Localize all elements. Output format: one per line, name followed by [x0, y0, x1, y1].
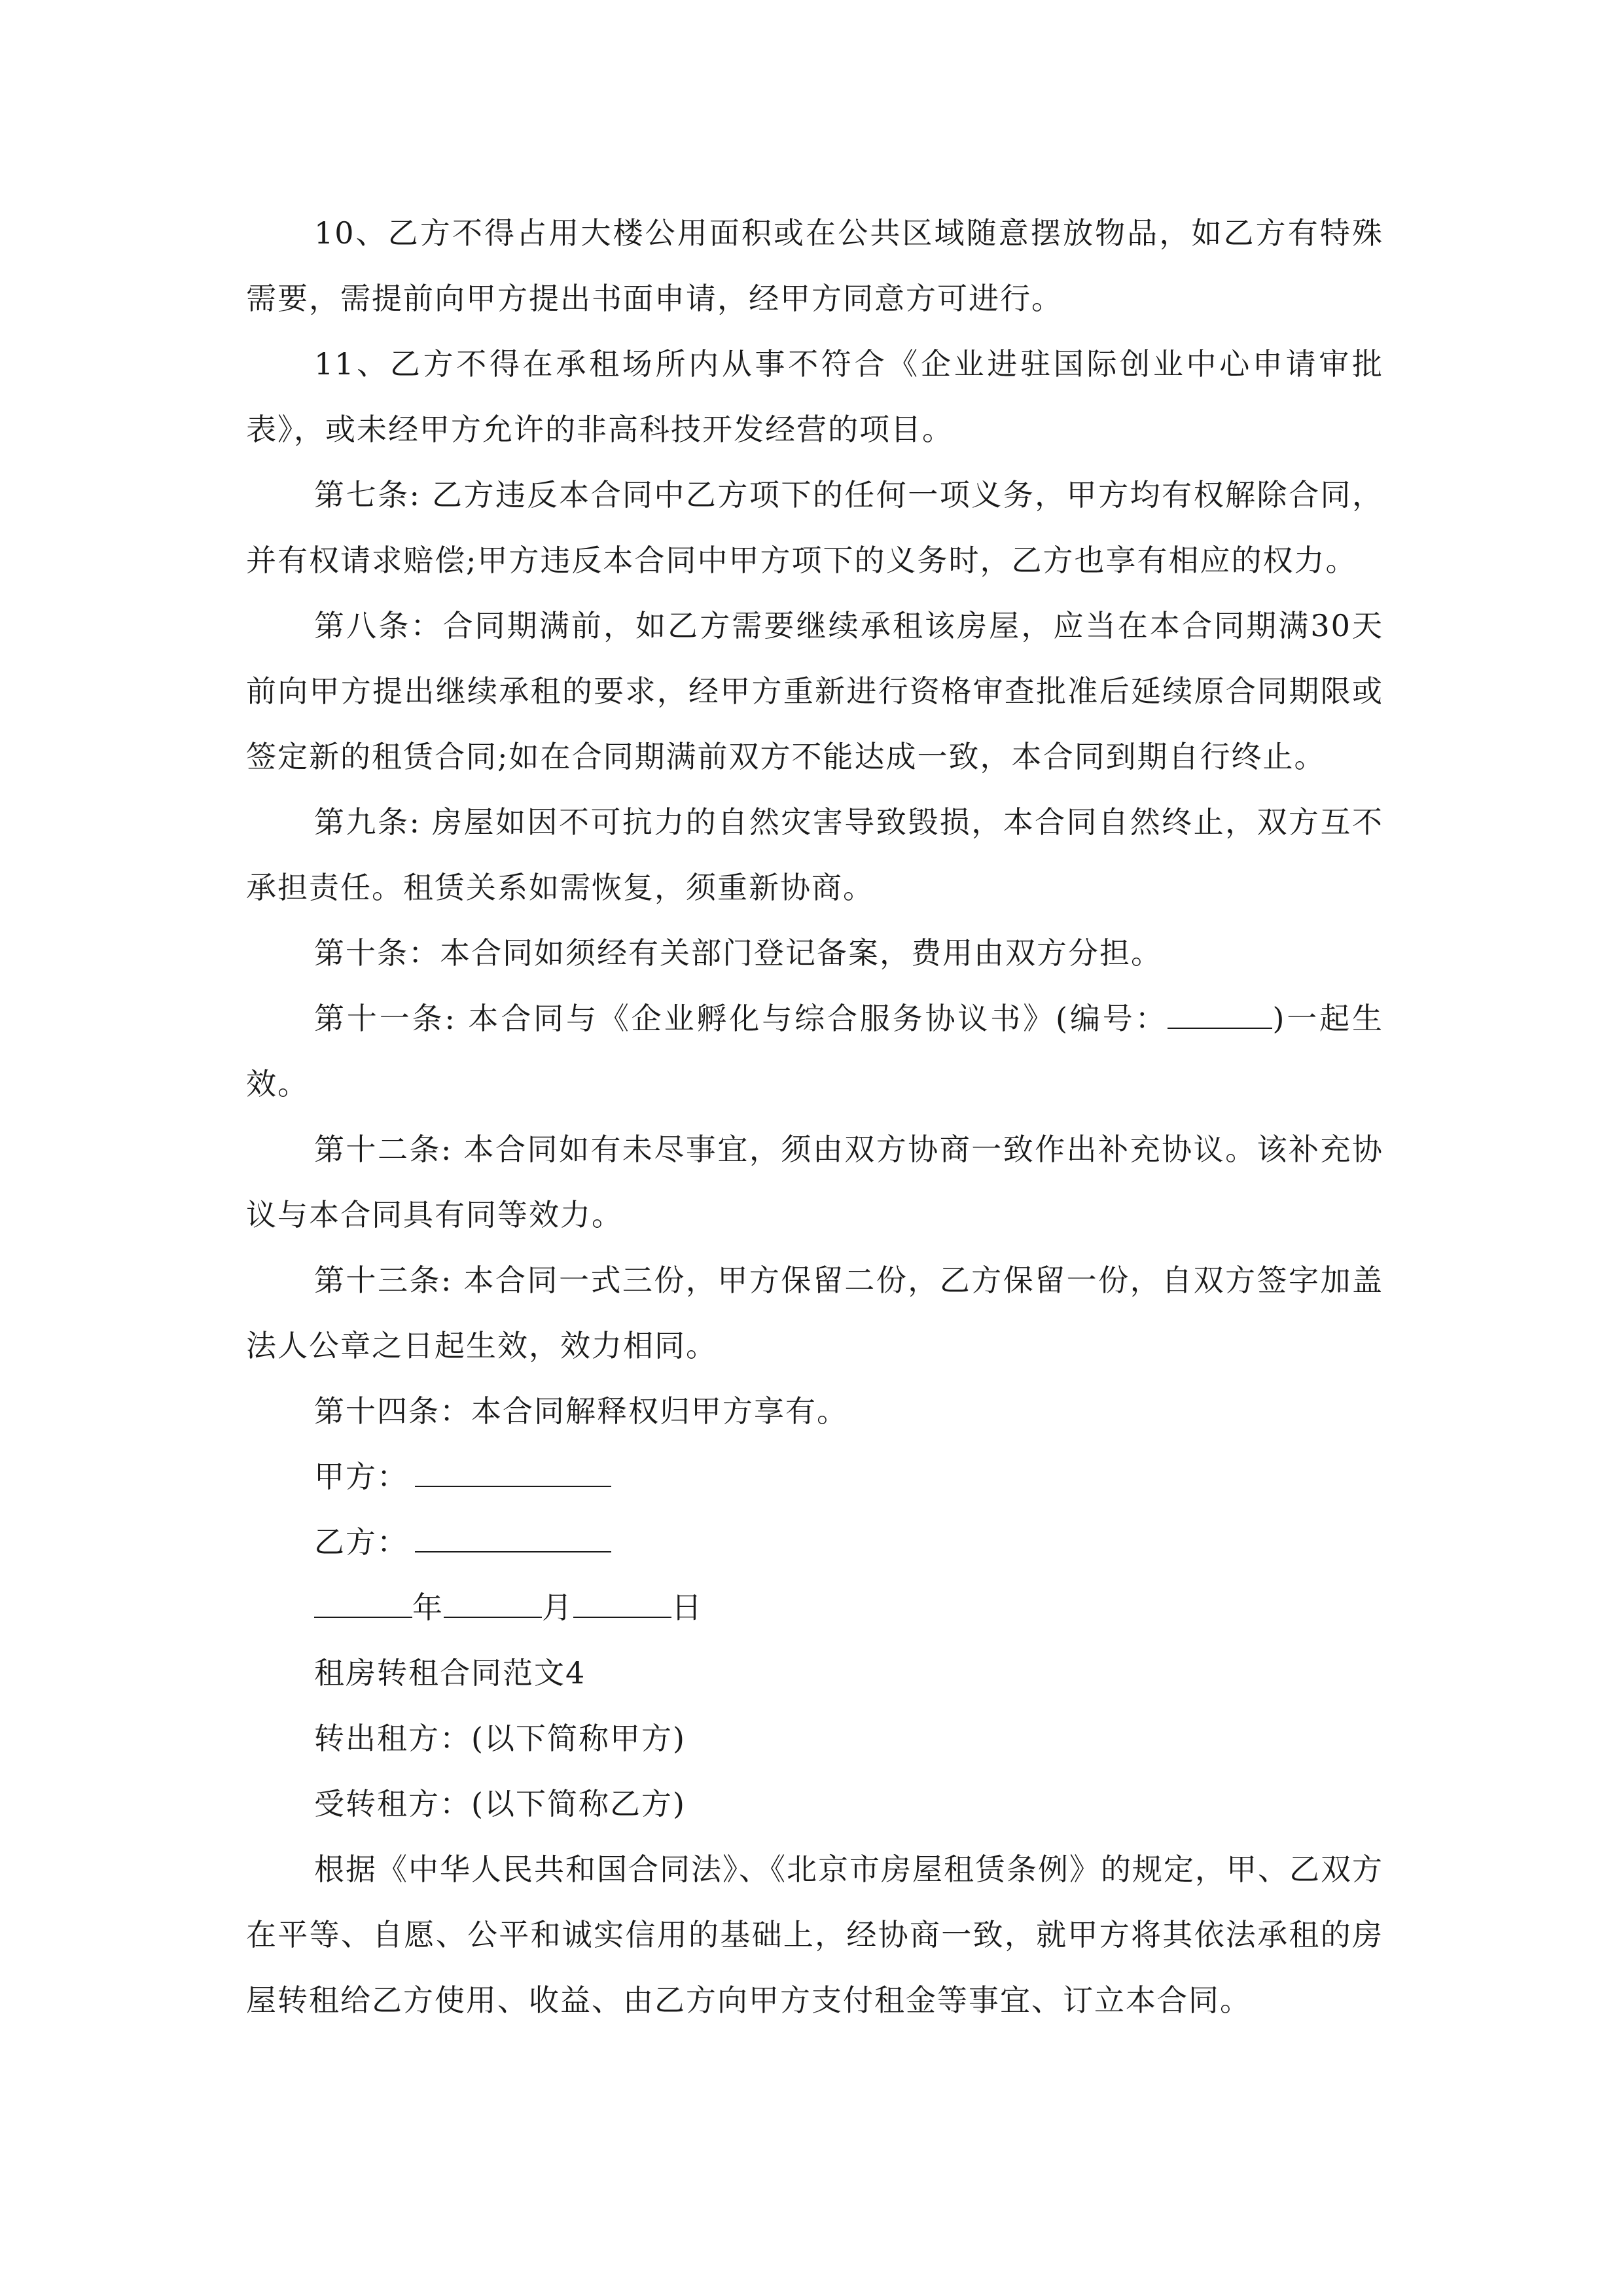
article-14: 第十四条：本合同解释权归甲方享有。 — [314, 1393, 848, 1429]
day-label: 日 — [671, 1590, 703, 1625]
document-body — [246, 200, 1383, 2033]
party-a-label: 甲方： — [314, 1459, 408, 1494]
article-7: 第七条: 乙方违反本合同中乙方项下的任何一项义务，甲方均有权解除合同，并有权请求赔偿;甲方违反本合同中甲方项下的义务时，乙方也享有相应的权力。 — [246, 477, 1383, 578]
transferee-line: 受转租方：(以下简称乙方) — [314, 1786, 686, 1821]
article-11-text-after: )一起生效。 — [246, 1001, 1383, 1102]
month-label: 月 — [542, 1590, 573, 1625]
article-13: 第十三条: 本合同一式三份，甲方保留二份，乙方保留一份，自双方签字加盖法人公章之日起生效，效力相同。 — [246, 1263, 1383, 1363]
transferor-line: 转出租方：(以下简称甲方) — [314, 1721, 686, 1756]
party-a-signature — [246, 1444, 1383, 1509]
year-blank — [314, 1590, 412, 1618]
day-blank — [573, 1590, 671, 1618]
section-title: 租房转租合同范文4 — [314, 1655, 586, 1691]
preamble-paragraph: 根据《中华人民共和国合同法》、《北京市房屋租赁条例》的规定，甲、乙双方在平等、自愿、公平和诚实信用的基础上，经协商一致，就甲方将其依法承租的房屋转租给乙方使用、收益、由乙方向甲方支付租金等事宜、订立本合同。 — [246, 1852, 1383, 2018]
clause-11: 11、乙方不得在承租场所内从事不符合《企业进驻国际创业中心申请审批表》，或未经甲方允许的非高科技开发经营的项目。 — [246, 346, 1383, 447]
party-b-label: 乙方： — [314, 1524, 408, 1560]
clause-10: 10、乙方不得占用大楼公用面积或在公共区域随意摆放物品，如乙方有特殊需要，需提前向甲方提出书面申请，经甲方同意方可进行。 — [246, 215, 1383, 316]
article-9: 第九条: 房屋如因不可抗力的自然灾害导致毁损，本合同自然终止，双方互不承担责任。租赁关系如需恢复，须重新协商。 — [246, 804, 1383, 905]
year-label: 年 — [412, 1590, 444, 1625]
article-11 — [246, 986, 1383, 1117]
party-b-signature — [246, 1509, 1383, 1575]
month-blank — [444, 1590, 542, 1618]
article-11-text-before: 第十一条: 本合同与《企业孵化与综合服务协议书》(编号： — [314, 1001, 1168, 1036]
article-12: 第十二条: 本合同如有未尽事宜，须由双方协商一致作出补充协议。该补充协议与本合同具有同等效力。 — [246, 1132, 1383, 1232]
party-a-blank — [415, 1460, 611, 1487]
signing-date — [246, 1575, 1383, 1640]
agreement-number-blank — [1168, 1001, 1272, 1029]
article-8: 第八条：合同期满前，如乙方需要继续承租该房屋，应当在本合同期满30天前向甲方提出继续承租的要求，经甲方重新进行资格审查批准后延续原合同期限或签定新的租赁合同;如在合同期满前双方不能达成一致，本合同到期自行终止。 — [246, 608, 1383, 774]
party-b-blank — [415, 1525, 611, 1552]
article-10: 第十条：本合同如须经有关部门登记备案，费用由双方分担。 — [314, 935, 1162, 971]
